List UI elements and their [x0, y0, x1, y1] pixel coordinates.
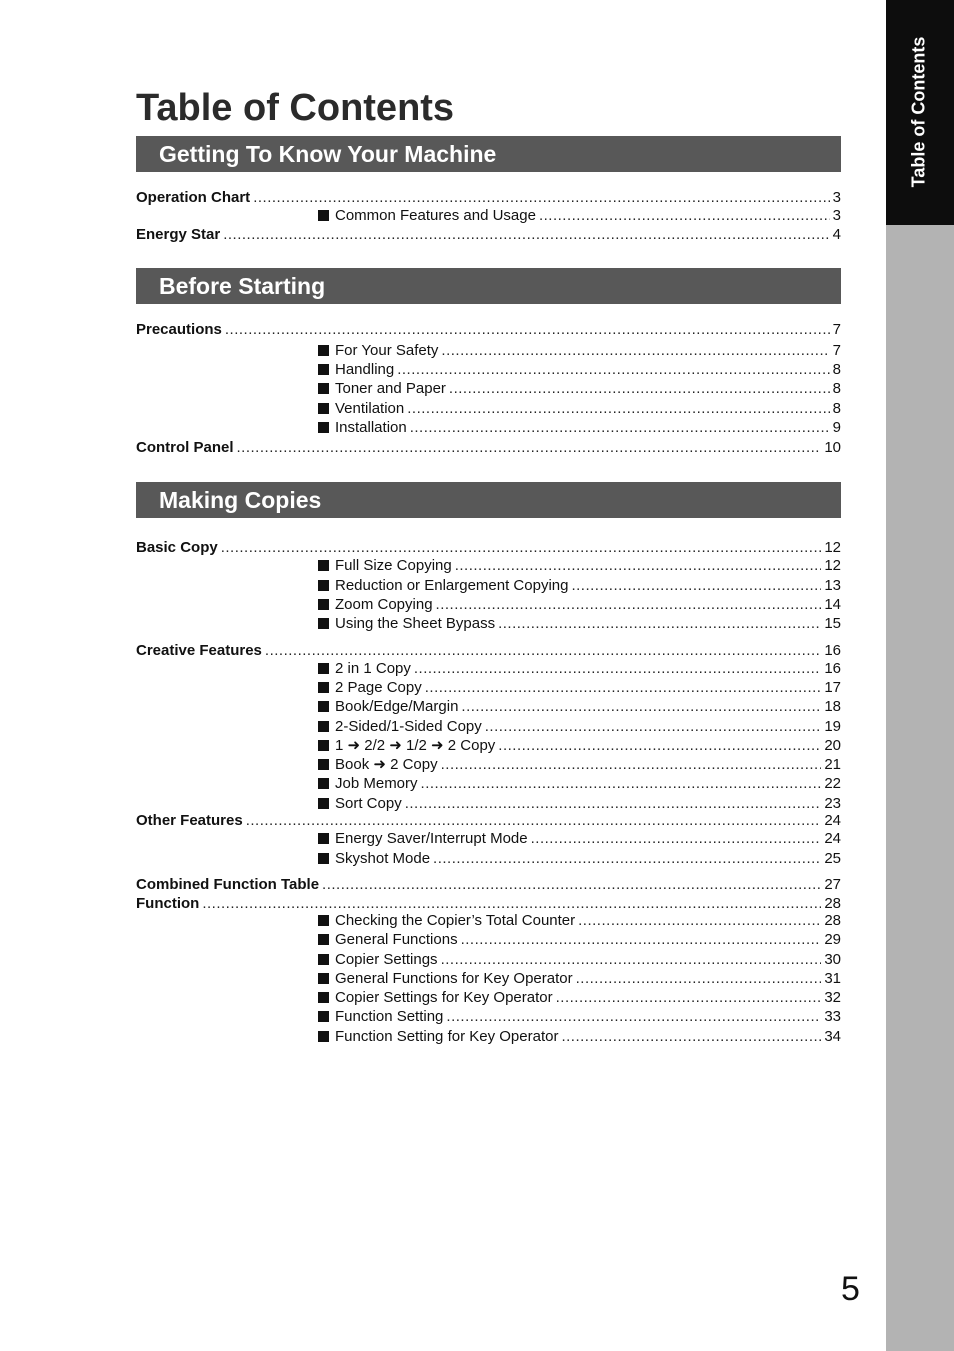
square-bullet-icon: [318, 778, 329, 789]
toc-entry-label: Reduction or Enlargement Copying: [335, 577, 569, 594]
toc-entry-label: Energy Saver/Interrupt Mode: [335, 830, 528, 847]
dot-leader: [425, 678, 822, 697]
toc-subentry: [136, 1027, 841, 1046]
toc-subentry: [136, 614, 841, 633]
toc-subentry: [136, 930, 841, 949]
toc-entry-page: 25: [824, 850, 841, 867]
toc-entry-label: Sort Copy: [335, 795, 402, 812]
toc-entry: [136, 538, 841, 557]
dot-leader: [237, 438, 822, 457]
toc-subentry: [136, 206, 841, 225]
square-bullet-icon: [318, 210, 329, 221]
toc-entry-page: 31: [824, 970, 841, 987]
toc-subentry: [136, 755, 841, 774]
dot-leader: [322, 875, 821, 894]
square-bullet-icon: [318, 403, 329, 414]
dot-leader: [441, 755, 822, 774]
square-bullet-icon: [318, 560, 329, 571]
toc-entry-label: Energy Star: [136, 226, 221, 243]
dot-leader: [225, 320, 830, 339]
toc-entry-label: Job Memory: [335, 775, 418, 792]
square-bullet-icon: [318, 682, 329, 693]
toc-subentry: [136, 360, 841, 379]
dot-leader: [455, 556, 822, 575]
toc-entry-label: Common Features and Usage: [335, 207, 536, 224]
dot-leader: [539, 206, 830, 225]
toc-entry-label: Function Setting for Key Operator: [335, 1028, 559, 1045]
square-bullet-icon: [318, 992, 329, 1003]
toc-subentry: [136, 418, 841, 437]
toc-entry-label: Basic Copy: [136, 539, 218, 556]
toc-entry-label: Full Size Copying: [335, 557, 452, 574]
section-heading: Before Starting: [136, 268, 841, 304]
toc-entry: [136, 875, 841, 894]
toc-subentry: [136, 341, 841, 360]
toc-entry-label: Book/Edge/Margin: [335, 698, 459, 715]
section-heading: Making Copies: [136, 482, 841, 518]
toc-entry-label: Copier Settings: [335, 951, 438, 968]
toc-entry: [136, 438, 841, 457]
toc-entry-label: Book ➜ 2 Copy: [335, 756, 438, 773]
toc-entry-page: 8: [832, 380, 841, 397]
dot-leader: [433, 849, 821, 868]
toc-entry-page: 21: [824, 756, 841, 773]
square-bullet-icon: [318, 599, 329, 610]
toc-entry-page: 24: [824, 812, 841, 829]
toc-entry-page: 7: [832, 342, 841, 359]
dot-leader: [246, 811, 822, 830]
dot-leader: [446, 1007, 821, 1026]
toc-subentry: [136, 774, 841, 793]
toc-entry-page: 34: [824, 1028, 841, 1045]
toc-entry-label: Creative Features: [136, 642, 262, 659]
toc-entry-label: Toner and Paper: [335, 380, 446, 397]
dot-leader: [221, 538, 822, 557]
toc-subentry: [136, 1007, 841, 1026]
square-bullet-icon: [318, 934, 329, 945]
toc-entry-page: 15: [824, 615, 841, 632]
toc-entry-page: 13: [824, 577, 841, 594]
square-bullet-icon: [318, 345, 329, 356]
square-bullet-icon: [318, 364, 329, 375]
toc-entry-page: 24: [824, 830, 841, 847]
square-bullet-icon: [318, 954, 329, 965]
dot-leader: [561, 1027, 821, 1046]
dot-leader: [578, 911, 821, 930]
dot-leader: [397, 360, 829, 379]
toc-entry-page: 17: [824, 679, 841, 696]
toc-subentry: [136, 988, 841, 1007]
dot-leader: [407, 399, 829, 418]
dot-leader: [461, 930, 822, 949]
dot-leader: [531, 829, 822, 848]
toc-entry: [136, 811, 841, 830]
toc-entry-page: 23: [824, 795, 841, 812]
side-tab-label: Table of Contents: [908, 36, 929, 188]
toc-entry-page: 8: [832, 361, 841, 378]
toc-entry-page: 33: [824, 1008, 841, 1025]
square-bullet-icon: [318, 759, 329, 770]
dot-leader: [436, 595, 822, 614]
toc-subentry: [136, 736, 841, 755]
toc-subentry: [136, 717, 841, 736]
square-bullet-icon: [318, 833, 329, 844]
square-bullet-icon: [318, 853, 329, 864]
toc-entry-page: 12: [824, 557, 841, 574]
dot-leader: [414, 659, 821, 678]
toc-subentry: [136, 911, 841, 930]
dot-leader: [556, 988, 822, 1007]
toc-entry: [136, 320, 841, 339]
toc-entry-page: 7: [832, 321, 841, 338]
toc-entry-page: 22: [824, 775, 841, 792]
square-bullet-icon: [318, 383, 329, 394]
toc-entry-page: 27: [824, 876, 841, 893]
toc-subentry: [136, 678, 841, 697]
dot-leader: [485, 717, 822, 736]
toc-entry-page: 14: [824, 596, 841, 613]
toc-entry-label: Handling: [335, 361, 395, 378]
toc-entry-page: 32: [824, 989, 841, 1006]
toc-entry-label: General Functions: [335, 931, 458, 948]
toc-entry-label: Installation: [335, 419, 407, 436]
dot-leader: [253, 188, 829, 207]
toc-entry-label: Checking the Copier’s Total Counter: [335, 912, 576, 929]
toc-entry-label: Operation Chart: [136, 189, 251, 206]
square-bullet-icon: [318, 701, 329, 712]
dot-leader: [223, 225, 829, 244]
toc-entry-page: 18: [824, 698, 841, 715]
toc-entry-label: Using the Sheet Bypass: [335, 615, 496, 632]
page-number: 5: [841, 1270, 860, 1308]
toc-subentry: [136, 969, 841, 988]
toc-subentry: [136, 950, 841, 969]
section-heading: Getting To Know Your Machine: [136, 136, 841, 172]
toc-entry-page: 16: [824, 660, 841, 677]
square-bullet-icon: [318, 1031, 329, 1042]
toc-entry-label: Function Setting: [335, 1008, 444, 1025]
toc-entry: [136, 188, 841, 207]
toc-entry-label: Ventilation: [335, 400, 405, 417]
dot-leader: [421, 774, 822, 793]
dot-leader: [576, 969, 822, 988]
toc-entry-label: 2 in 1 Copy: [335, 660, 411, 677]
square-bullet-icon: [318, 973, 329, 984]
toc-subentry: [136, 849, 841, 868]
toc-entry-label: Precautions: [136, 321, 222, 338]
toc-entry-label: Other Features: [136, 812, 243, 829]
dot-leader: [265, 641, 821, 660]
toc-entry-page: 3: [832, 189, 841, 206]
toc-subentry: [136, 379, 841, 398]
toc-subentry: [136, 556, 841, 575]
toc-entry-page: 16: [824, 642, 841, 659]
square-bullet-icon: [318, 798, 329, 809]
toc-entry: [136, 641, 841, 660]
toc-subentry: [136, 595, 841, 614]
toc-subentry: [136, 576, 841, 595]
toc-entry-label: Combined Function Table: [136, 876, 320, 893]
dot-leader: [461, 697, 821, 716]
toc-subentry: [136, 697, 841, 716]
toc-entry-page: 4: [832, 226, 841, 243]
square-bullet-icon: [318, 580, 329, 591]
square-bullet-icon: [318, 740, 329, 751]
toc-entry-label: For Your Safety: [335, 342, 439, 359]
dot-leader: [571, 576, 821, 595]
toc-entry-label: General Functions for Key Operator: [335, 970, 573, 987]
square-bullet-icon: [318, 1011, 329, 1022]
toc-entry-page: 10: [824, 439, 841, 456]
toc-entry-label: 1 ➜ 2/2 ➜ 1/2 ➜ 2 Copy: [335, 737, 496, 754]
square-bullet-icon: [318, 915, 329, 926]
toc-entry-label: Control Panel: [136, 439, 234, 456]
toc-entry-label: Copier Settings for Key Operator: [335, 989, 553, 1006]
toc-entry-page: 9: [832, 419, 841, 436]
toc-entry-label: 2-Sided/1-Sided Copy: [335, 718, 482, 735]
dot-leader: [441, 950, 822, 969]
toc-entry: [136, 225, 841, 244]
square-bullet-icon: [318, 422, 329, 433]
toc-subentry: [136, 829, 841, 848]
square-bullet-icon: [318, 618, 329, 629]
dot-leader: [441, 341, 829, 360]
page-title: Table of Contents: [136, 87, 455, 129]
toc-entry-label: Skyshot Mode: [335, 850, 431, 867]
dot-leader: [410, 418, 830, 437]
toc-entry-page: 19: [824, 718, 841, 735]
toc-entry-page: 12: [824, 539, 841, 556]
toc-entry-page: 20: [824, 737, 841, 754]
toc-subentry: [136, 399, 841, 418]
toc-subentry: [136, 659, 841, 678]
toc-entry-page: 8: [832, 400, 841, 417]
toc-entry-label: 2 Page Copy: [335, 679, 422, 696]
dot-leader: [498, 614, 821, 633]
toc-entry-label: Zoom Copying: [335, 596, 433, 613]
toc-entry-page: 28: [824, 895, 841, 912]
square-bullet-icon: [318, 721, 329, 732]
dot-leader: [498, 736, 821, 755]
toc-entry-label: Function: [136, 895, 200, 912]
toc-entry-page: 30: [824, 951, 841, 968]
toc-entry-page: 28: [824, 912, 841, 929]
toc-entry-page: 29: [824, 931, 841, 948]
dot-leader: [449, 379, 830, 398]
toc-entry-page: 3: [832, 207, 841, 224]
square-bullet-icon: [318, 663, 329, 674]
